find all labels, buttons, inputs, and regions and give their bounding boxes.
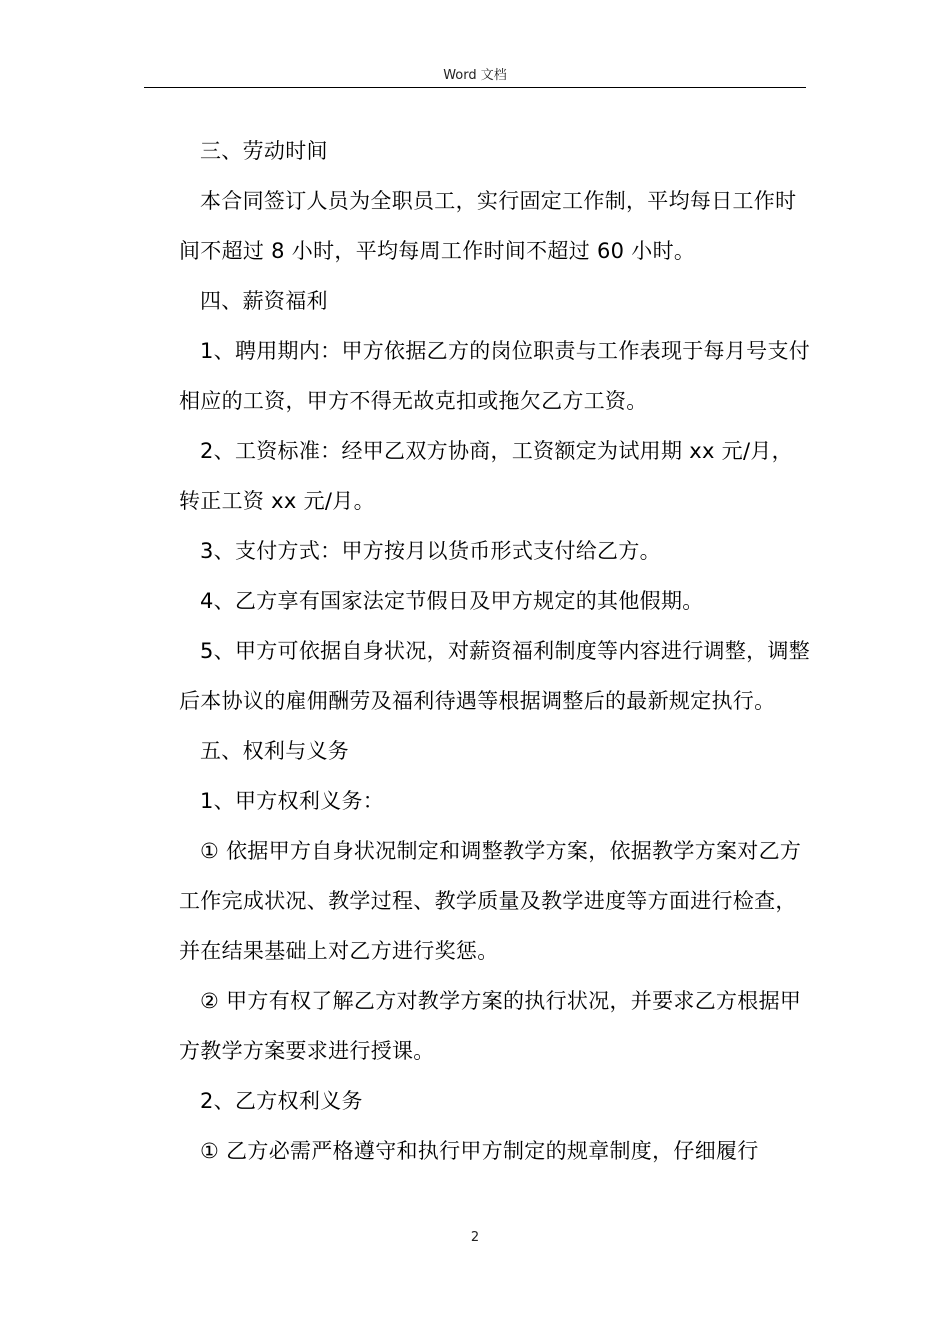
paragraph-salary-5: 5、甲方可依据自身状况，对薪资福利制度等内容进行调整，调整后本协议的雇佣酬劳及福利待遇等根据调整后的最新规定执行。 <box>179 639 811 713</box>
paragraph-party-a-item-1: ① 依据甲方自身状况制定和调整教学方案，依据教学方案对乙方工作完成状况、教学过程、教学质量及教学进度等方面进行检查，并在结果基础上对乙方进行奖惩。 <box>179 839 802 963</box>
paragraph-salary-3: 3、支付方式：甲方按月以货币形式支付给乙方。 <box>200 539 661 563</box>
header-divider <box>144 87 806 88</box>
paragraph-working-hours: 本合同签订人员为全职员工，实行固定工作制，平均每日工作时间不超过 8 小时，平均每周工作时间不超过 60 小时。 <box>179 189 797 263</box>
paragraph-party-b-item-1: ① 乙方必需严格遵守和执行甲方制定的规章制度，仔细履行 <box>200 1139 759 1163</box>
page-header-title: Word 文档 <box>443 68 507 83</box>
paragraph-salary-1: 1、聘用期内：甲方依据乙方的岗位职责与工作表现于每月号支付相应的工资，甲方不得无故克扣或拖欠乙方工资。 <box>179 339 811 413</box>
paragraph-salary-4: 4、乙方享有国家法定节假日及甲方规定的其他假期。 <box>200 589 704 613</box>
section-heading-rights-obligations: 五、权利与义务 <box>200 739 350 763</box>
subheading-party-a-rights: 1、甲方权利义务： <box>200 789 385 813</box>
section-heading-working-hours: 三、劳动时间 <box>200 139 328 163</box>
page-number: 2 <box>470 1230 480 1245</box>
section-heading-salary-benefits: 四、薪资福利 <box>200 289 328 313</box>
paragraph-salary-2: 2、工资标准：经甲乙双方协商，工资额定为试用期 xx 元/月，转正工资 xx 元/月。 <box>179 439 793 513</box>
document-body <box>179 126 811 1176</box>
subheading-party-b-rights: 2、乙方权利义务 <box>200 1089 363 1113</box>
paragraph-party-a-item-2: ② 甲方有权了解乙方对教学方案的执行状况，并要求乙方根据甲方教学方案要求进行授课。 <box>179 989 802 1063</box>
